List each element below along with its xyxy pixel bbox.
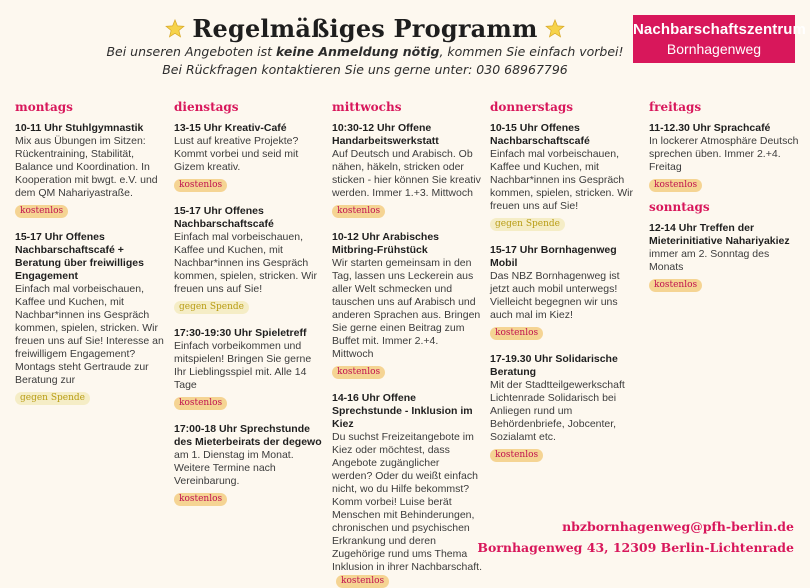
event-title: 11-12.30 Uhr Sprachcafé [649,122,771,134]
event-description: Einfach mal vorbeischauen, Kaffee und Kuchen, mit Nachbar*innen ins Gespräch kommen, spielen, stricken. Wir freuen uns auf Sie! Interesse an freiwilligem Engagement? Montags steht Gertraude zur Beratung zur [15,283,164,386]
price-badge: kostenlos [174,179,227,192]
event-title: 15-17 Uhr Offenes Nachbarschaftscafé [174,205,274,230]
event [649,122,801,198]
event-description: Einfach mal vorbeischauen, Kaffee und Kuchen, mit Nachbar*innen ins Gespräch kommen, spielen, stricken. Wir freuen uns auf Sie! [490,148,633,212]
event-title: 13-15 Uhr Kreativ-Café [174,122,287,134]
logo [633,15,806,63]
event-title: 17-19.30 Uhr Solidarische Beratung [490,353,618,378]
event-description: Lust auf kreative Projekte? Kommt vorbei und seid mit Gizem kreativ. [174,135,299,173]
event-description: Einfach mal vorbeischauen, Kaffee und Kuchen, mit Nachbar*innen ins Gespräch kommen, spielen, stricken. Wir freuen uns auf Sie! [174,231,317,295]
event [332,231,482,385]
event-description: Auf Deutsch und Arabisch. Ob nähen, häkeln, stricken oder sticken - hier können Sie kreativ werden. Immer 1.+3. Mittwoch [332,148,481,199]
day-heading: montags [15,100,73,114]
day-column-tuesday [174,100,322,512]
contact-email[interactable]: nbzbornhagenweg@pfh-berlin.de [562,519,794,534]
logo-line-2: Bornhagenweg [666,41,762,57]
day-heading: dienstags [174,100,239,114]
event-description: Mix aus Übungen im Sitzen: Rückentraining, Stabilität, Balance und Koordination. In Kooperation mit bwgt. e.V. und dem QM Nahariyastraße. [15,135,158,199]
price-badge: kostenlos [490,449,543,462]
day-heading: freitags [649,100,702,114]
day-column-wednesday [332,100,482,588]
day-column-thursday [490,100,640,468]
event-title: 17:30-19:30 Uhr Spieletreff [174,327,307,339]
day-column-friday [649,100,801,298]
event-title: 10:30-12 Uhr Offene Handarbeitswerkstatt [332,122,439,147]
event-title: 10-12 Uhr Arabisches Mitbring-Frühstück [332,231,439,256]
event-title: 14-16 Uhr Offene Sprechstunde - Inklusion im Kiez [332,392,473,430]
event-description: am 1. Dienstag im Monat. Weitere Termine nach Vereinbarung. [174,449,294,487]
event [174,423,322,512]
day-heading: mittwochs [332,100,402,114]
price-badge: kostenlos [649,279,702,292]
event [490,244,640,346]
price-badge: kostenlos [490,327,543,340]
event [332,392,482,588]
page-title: Regelmäßiges Programm [192,14,538,43]
price-badge: kostenlos [336,575,389,588]
event-title: 15-17 Uhr Bornhagenweg Mobil [490,244,617,269]
subtitle-emphasis: keine Anmeldung nötig [275,44,440,59]
event [490,353,640,468]
price-badge: gegen Spende [490,218,565,231]
event-description-text: Du suchst Freizeitangebote im Kiez oder möchtest, dass Angebote zugänglicher werden? Oder du weißt einfach nicht, wo du Hilfe bekommst? Komm vorbei! Luise berät Menschen mit Behinderungen, chronischen und psychischen Erkrankung und deren Zugehörige rund ums Thema Inklusion in ihrer Nachbarschaft. [332,431,482,573]
event-title: 10-15 Uhr Offenes Nachbarschaftscafé [490,122,590,147]
subtitle-text: , kommen Sie einfach vorbei! [439,44,624,59]
event-title: 17:00-18 Uhr Sprechstunde des Mieterbeirats der degewo [174,423,322,448]
price-badge: kostenlos [174,397,227,410]
event [490,122,640,237]
event [174,205,322,320]
price-badge: kostenlos [332,366,385,379]
price-badge: kostenlos [174,493,227,506]
subtitle-line-2: Bei Rückfragen kontaktieren Sie uns gerne unter: 030 68967796 [162,62,568,77]
event [332,122,482,224]
price-badge: kostenlos [15,205,68,218]
event-description: In lockerer Atmosphäre Deutsch sprechen üben. Immer 2.+4. Freitag [649,135,799,173]
day-column-monday [15,100,167,411]
event-description: Das NBZ Bornhagenweg ist jetzt auch mobil unterwegs! Vielleicht begegnen wir uns auch mal im Kiez! [490,270,620,321]
price-badge: gegen Spende [174,301,249,314]
price-badge: kostenlos [649,179,702,192]
event [15,122,167,224]
event-description [332,431,482,588]
event-title: 12-14 Uhr Treffen der Mieterinitiative Nahariyakiez [649,222,790,247]
event [174,122,322,198]
star-icon [164,18,186,40]
event-title: 10-11 Uhr Stuhlgymnastik [15,122,144,134]
event-description: Mit der Stadtteilgewerkschaft Lichtenrade Solidarisch bei Anliegen rund um Behördenbriefe, Jobcenter, Sozialamt etc. [490,379,625,443]
price-badge: gegen Spende [15,392,90,405]
subtitle-text: Bei unseren Angeboten ist [106,44,276,59]
day-heading: donnerstags [490,100,574,114]
event [15,231,167,411]
price-badge: kostenlos [332,205,385,218]
event-description: immer am 2. Sonntag des Monats [649,248,770,273]
day-heading: sonntags [649,200,710,214]
event-description: Wir starten gemeinsam in den Tag, lassen uns Leckerein aus aller Welt schmecken und tauschen uns auf Arabisch und anderen Sprachen aus. Bringen Sie gerne einen Beitrag zum Buffet mit. Immer 2.+4. Mittwoch [332,257,481,360]
star-icon [544,18,566,40]
event-description: Einfach vorbeikommen und mitspielen! Bringen Sie gerne Ihr Lieblingsspiel mit. Alle 14 Tage [174,340,312,391]
event-title: 15-17 Uhr Offenes Nachbarschaftscafé + Beratung über freiwilliges Engagement [15,231,144,282]
contact-address: Bornhagenweg 43, 12309 Berlin-Lichtenrade [477,540,794,555]
logo-line-1: Nachbarschaftszentrum [633,21,806,38]
event [174,327,322,416]
event [649,222,801,298]
